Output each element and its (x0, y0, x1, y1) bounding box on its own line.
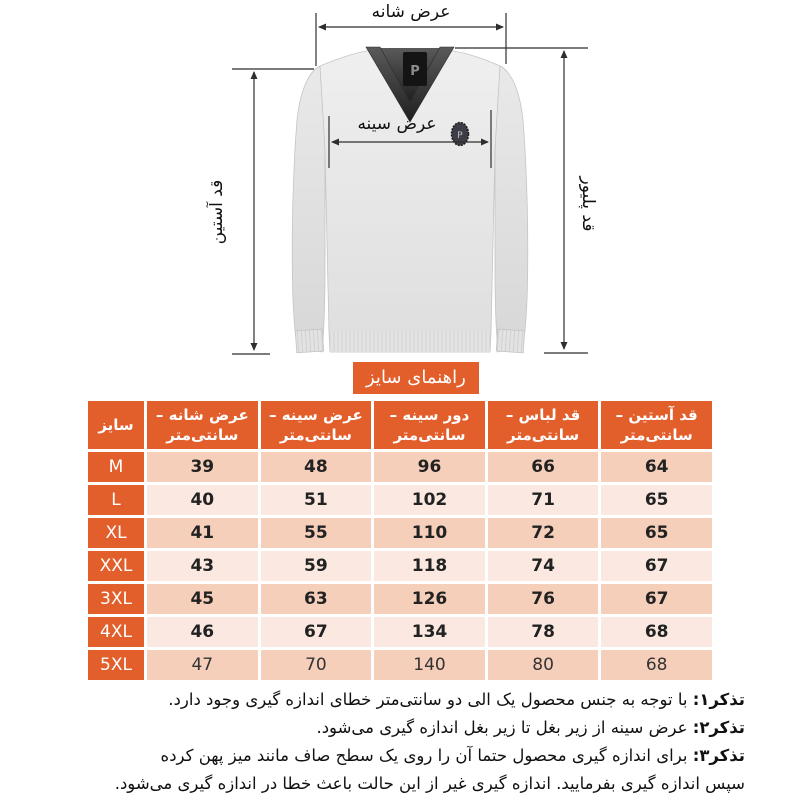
size-table (85, 398, 715, 683)
sleeve-length-label: قد آستین (207, 179, 227, 245)
cell-chest: 55 (261, 518, 372, 548)
note-line (40, 742, 745, 770)
shoulder-width-label: عرض شانه (371, 2, 451, 22)
chest-emblem-letter: P (457, 131, 463, 141)
cell-length: 71 (488, 485, 599, 515)
size-label: 4XL (88, 617, 144, 647)
cell-length: 78 (488, 617, 599, 647)
size-label: L (88, 485, 144, 515)
note-line (40, 770, 745, 798)
cell-chest: 70 (261, 650, 372, 680)
header-shoulder-width: عرض شانه – سانتی‌متر (147, 401, 258, 449)
header-sleeve-length: قد آستین – سانتی‌متر (601, 401, 712, 449)
table-row (88, 551, 712, 581)
cell-shoulder: 46 (147, 617, 258, 647)
cell-sleeve: 65 (601, 485, 712, 515)
cell-bust: 118 (374, 551, 485, 581)
size-label: XXL (88, 551, 144, 581)
cell-shoulder: 43 (147, 551, 258, 581)
header-chest-width: عرض سینه – سانتی‌متر (261, 401, 372, 449)
notes-block (40, 686, 745, 798)
header-bust-circumference: دور سینه – سانتی‌متر (374, 401, 485, 449)
sweater-left-sleeve (292, 66, 325, 352)
cell-length: 66 (488, 452, 599, 482)
cell-chest: 48 (261, 452, 372, 482)
chest-width-label: عرض سینه (357, 114, 437, 134)
cell-bust: 96 (374, 452, 485, 482)
size-guide-title: راهنمای سایز (353, 362, 479, 394)
cell-shoulder: 45 (147, 584, 258, 614)
cell-length: 76 (488, 584, 599, 614)
cell-chest: 67 (261, 617, 372, 647)
note-prefix: تذکر۲: (692, 718, 745, 737)
table-row (88, 584, 712, 614)
table-row (88, 650, 712, 680)
size-label: 3XL (88, 584, 144, 614)
cell-shoulder: 39 (147, 452, 258, 482)
cell-chest: 59 (261, 551, 372, 581)
cell-sleeve: 67 (601, 551, 712, 581)
table-row (88, 485, 712, 515)
cell-bust: 134 (374, 617, 485, 647)
cell-chest: 63 (261, 584, 372, 614)
cell-bust: 140 (374, 650, 485, 680)
note-text: با توجه به جنس محصول یک الی دو سانتی‌متر خطای اندازه گیری وجود دارد. (168, 690, 688, 709)
cell-shoulder: 47 (147, 650, 258, 680)
cell-chest: 51 (261, 485, 372, 515)
cell-sleeve: 67 (601, 584, 712, 614)
cell-shoulder: 41 (147, 518, 258, 548)
note-text: عرض سینه از زیر بغل تا زیر بغل اندازه گیری می‌شود. (316, 718, 688, 737)
note-text: برای اندازه گیری محصول حتما آن را روی یک سطح صاف مانند میز پهن کرده (160, 746, 688, 765)
cell-sleeve: 68 (601, 617, 712, 647)
note-line (40, 714, 745, 742)
sweater-hem-rib (330, 332, 490, 352)
size-label: 5XL (88, 650, 144, 680)
pullover-length-label: قد پلیور (578, 176, 598, 232)
cell-length: 80 (488, 650, 599, 680)
table-header-row (88, 401, 712, 449)
note-line (40, 686, 745, 714)
note-prefix: تذکر۱: (692, 690, 745, 709)
header-garment-length: قد لباس – سانتی‌متر (488, 401, 599, 449)
note-text: سپس اندازه گیری بفرمایید. اندازه گیری غیر از این حالت باعث خطا در اندازه گیری می‌شود. (114, 774, 745, 793)
cell-length: 74 (488, 551, 599, 581)
size-label: M (88, 452, 144, 482)
note-prefix: تذکر۳: (692, 746, 745, 765)
cell-sleeve: 68 (601, 650, 712, 680)
cell-sleeve: 65 (601, 518, 712, 548)
sweater-right-cuff (496, 329, 524, 353)
cell-bust: 126 (374, 584, 485, 614)
sweater-left-cuff (295, 329, 323, 353)
table-row (88, 452, 712, 482)
neck-tag-logo: P (410, 64, 420, 79)
cell-bust: 110 (374, 518, 485, 548)
sweater-right-sleeve (495, 66, 528, 352)
cell-length: 72 (488, 518, 599, 548)
header-size: سایز (88, 401, 144, 449)
table-row (88, 617, 712, 647)
cell-sleeve: 64 (601, 452, 712, 482)
table-row (88, 518, 712, 548)
cell-bust: 102 (374, 485, 485, 515)
cell-shoulder: 40 (147, 485, 258, 515)
size-label: XL (88, 518, 144, 548)
